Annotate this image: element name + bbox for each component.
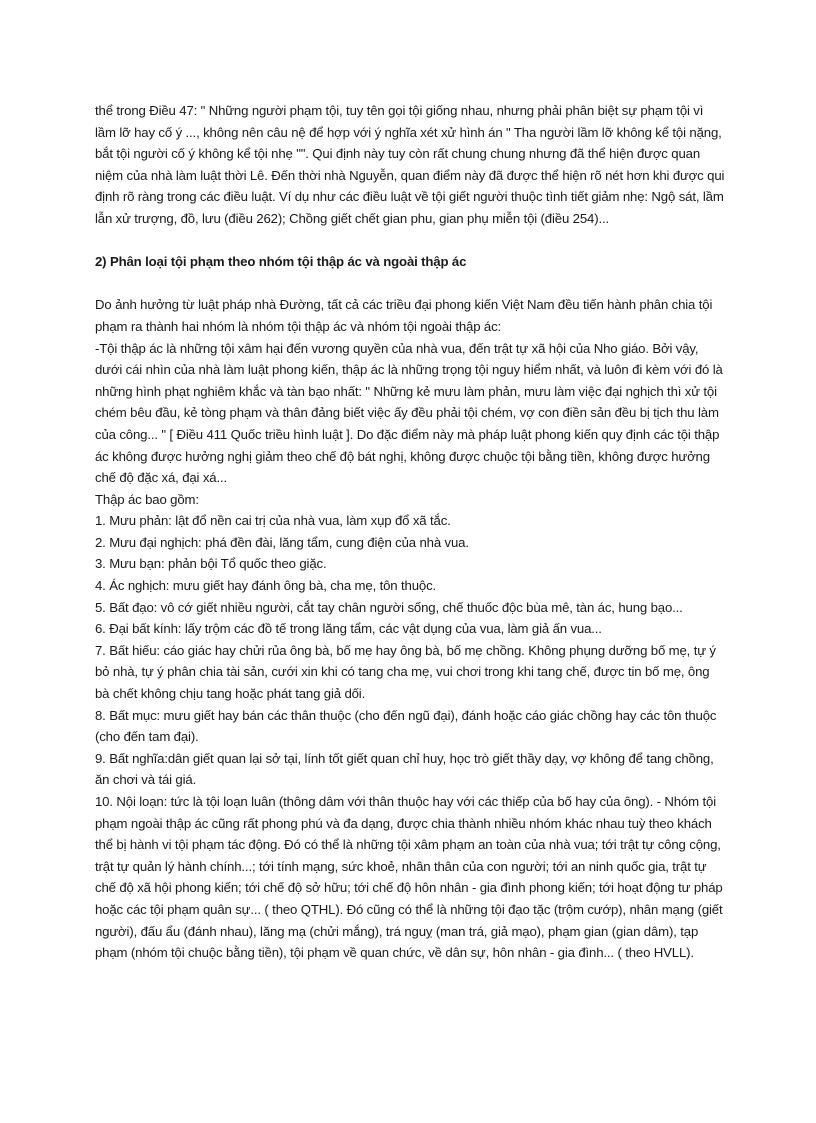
thap-ac-list [95,510,727,963]
list-item-4: 4. Ác nghịch: mưu giết hay đánh ông bà, cha mẹ, tôn thuộc. [95,578,437,594]
list-item-10: 10. Nội loạn: tức là tội loạn luân (thông dâm với thân thuộc hay với các thiếp của bố hay của ông). - Nhóm tội phạm ngoài thập ác cũng rất phong phú và đa dạng, được chia thành nhiều nhóm khác nhau tuỳ theo khách thể bị hành vi tội phạm tác động. Đó có thể là những tội xâm phạm an toàn của nhà vua; tới trật tự công cộng, trật tự quản lý hành chính...; tới tính mạng, sức khoẻ, nhân thân của con người; tới an ninh quốc gia, trật tự chế độ xã hội phong kiến; tới chế độ sở hữu; tới chế độ hôn nhân - gia đình phong kiến; tới hoạt động tư pháp hoặc các tội phạm quân sự... ( theo QTHL). Đó cũng có thể là những tội đạo tặc (trộm cướp), nhân mạng (giết người), đấu ẩu (đánh nhau), lăng mạ (chửi mắng), trá nguỵ (man trá, giả mạo), phạm gian (gian dâm), tạp phạm (nhóm tội chuộc bằng tiền), tội phạm về quan chức, về dân sự, hôn nhân - gia đình... ( theo HVLL). [95,794,723,961]
list-item-9: 9. Bất nghĩa:dân giết quan lại sở tại, lính tốt giết quan chỉ huy, học trò giết thầy dạy, vợ không để tang chồng, ăn chơi và tái giá. [95,750,714,788]
list-intro: Thập ác bao gồm: [95,491,199,507]
list-item-1: 1. Mưu phản: lật đổ nền cai trị của nhà vua, làm xụp đổ xã tắc. [95,513,451,529]
list-item-8: 8. Bất mục: mưu giết hay bán các thân thuộc (cho đến ngũ đại), đánh hoặc cáo giác chồng hay các tôn thuộc (cho đến tam đại). [95,707,717,745]
list-item-3: 3. Mưu bạn: phản bội Tổ quốc theo giặc. [95,556,327,572]
list-item-7: 7. Bất hiếu: cáo giác hay chửi rủa ông bà, bố mẹ hay ông bà, bố mẹ chồng. Không phụng dưỡng bố mẹ, tự ý bỏ nhà, tự ý phân chia tài sản, cưới xin khi có tang cha mẹ, vui chơi trong khi tang chế, được tin bố mẹ, ông bà chết không chịu tang hoặc phát tang giả dối. [95,642,716,702]
section-heading: 2) Phân loại tội phạm theo nhóm tội thập ác và ngoài thập ác [95,254,467,270]
body-paragraph-2: -Tội thập ác là những tội xâm hại đến vương quyền của nhà vua, đến trật tự xã hội của Nho giáo. Bởi vậy, dưới cái nhìn của nhà làm luật phong kiến, thập ác là những trọng tội nguy hiểm nhất, và luôn đi kèm với đó là những hình phạt nghiêm khắc và tàn bạo nhất: " Những kẻ mưu làm phản, mưu làm việc đại nghịch thì xử tội chém bêu đầu, kẻ tòng phạm và thân đảng biết việc ấy đều phải tội chém, vợ con điền sản đều bị tịch thu làm của công... " [ Điều 411 Quốc triều hình luật ]. Do đặc điểm này mà pháp luật phong kiến quy định các tội thập ác không được hưởng nghị giảm theo chế độ bát nghị, không được chuộc tội bằng tiền, không được hưởng chế độ đặc xá, đại xá... [95,340,723,486]
list-item-5: 5. Bất đạo: vô cớ giết nhiều người, cắt tay chân người sống, chế thuốc độc bùa mê, tàn ác, hung bạo... [95,599,683,615]
document-page [95,100,727,964]
list-item-6: 6. Đại bất kính: lấy trộm các đồ tế trong lăng tẩm, các vật dụng của vua, làm giả ấn vua... [95,621,602,637]
intro-paragraph: thể trong Điều 47: " Những người phạm tội, tuy tên gọi tội giống nhau, nhưng phải phân biệt sự phạm tội vì lầm lỡ hay cố ý ..., không nên câu nệ để hợp với ý nghĩa xét xử hình án " Tha người lầm lỡ không kể tội nặng, bắt tội người cố ý không kể tội nhẹ "". Qui định này tuy còn rất chung chung nhưng đã thể hiện được quan niệm của nhà làm luật thời Lê. Đến thời nhà Nguyễn, quan điểm này đã được thể hiện rõ nét hơn khi được qui định rõ ràng trong các điều luật. Ví dụ như các điều luật về tội giết người thuộc tình tiết giảm nhẹ: Ngộ sát, lầm lẫn xử trượng, đồ, lưu (điều 262); Chồng giết chết gian phu, gian phụ miễn tội (điều 254)... [95,103,725,226]
list-item-2: 2. Mưu đại nghịch: phá đền đài, lăng tẩm, cung điện của nhà vua. [95,534,469,550]
body-paragraph-1: Do ảnh hưởng từ luật pháp nhà Đường, tất cả các triều đại phong kiến Việt Nam đều tiến hành phân chia tội phạm ra thành hai nhóm là nhóm tội thập ác và nhóm tội ngoài thập ác: [95,297,713,334]
